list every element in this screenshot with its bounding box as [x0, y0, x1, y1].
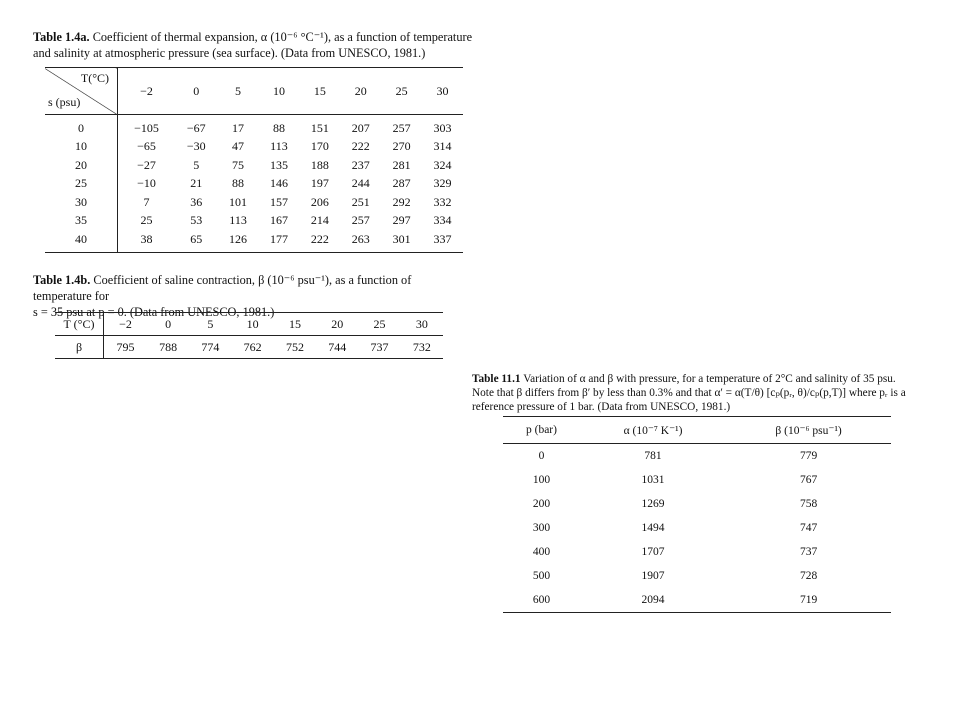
alpha-value-cell: 222: [351, 139, 370, 154]
alpha-value-cell: 188: [310, 157, 329, 172]
alpha-value-cell: 214: [310, 213, 329, 228]
table-row: [45, 175, 463, 194]
alpha-value-cell: 38: [118, 230, 175, 252]
temperature-cell: 30: [401, 313, 443, 336]
alpha-cell: 1031: [641, 474, 665, 486]
alpha-cell: 1494: [641, 522, 665, 534]
column-header: −2: [118, 68, 175, 115]
table-row: [45, 115, 463, 138]
alpha-value-cell: 206: [310, 194, 329, 209]
alpha-value-cell: −105: [134, 120, 159, 135]
alpha-value-cell: 5: [193, 157, 200, 172]
alpha-value-cell: 332: [433, 194, 452, 209]
alpha-cell: 2094: [580, 588, 726, 613]
pressure-cell: 600: [503, 588, 580, 613]
alpha-value-cell: 287: [392, 176, 411, 191]
pressure-cell: 100: [532, 474, 551, 486]
table-row: [503, 444, 891, 469]
temperature-cell: 0: [147, 313, 189, 336]
beta-cell: 752: [274, 336, 316, 359]
alpha-value-cell: 177: [259, 230, 300, 252]
alpha-value-cell: 126: [218, 230, 259, 252]
salinity-row-label: 40: [45, 230, 118, 252]
alpha-value-cell: −67: [186, 120, 206, 135]
beta-row: [55, 336, 443, 359]
alpha-value-cell: 170: [310, 139, 329, 154]
alpha-value-cell: 329: [433, 176, 452, 191]
thermal-expansion-table: [45, 67, 463, 253]
alpha-value-cell: 337: [422, 230, 463, 252]
salinity-row-label: 20: [45, 156, 118, 175]
alpha-cell: 781: [644, 450, 662, 462]
table-1-4b-caption-line1: Coefficient of saline contraction, β (10⁻⁶ psu⁻¹), as a function of temperature for: [33, 273, 412, 303]
saline-contraction-table: [55, 312, 443, 359]
beta-row-label: β: [55, 336, 104, 359]
column-header: 30: [422, 68, 463, 115]
beta-cell: 758: [799, 498, 818, 510]
alpha-value-cell: 88: [272, 120, 285, 135]
table-11-1-caption: [472, 372, 942, 414]
alpha-value-cell: 157: [269, 194, 288, 209]
alpha-value-cell: 101: [229, 194, 248, 209]
table-row: [503, 468, 891, 492]
alpha-value-cell: 25: [140, 213, 153, 228]
beta-cell: 762: [232, 336, 274, 359]
alpha-value-cell: 324: [433, 157, 452, 172]
alpha-cell: 1907: [641, 570, 665, 582]
alpha-value-cell: 303: [433, 120, 452, 135]
beta-cell: 737: [799, 546, 818, 558]
table-row: [45, 230, 463, 252]
table-row: [503, 564, 891, 588]
table-row: [45, 193, 463, 212]
alpha-value-cell: 17: [232, 120, 245, 135]
alpha-value-cell: 270: [392, 139, 411, 154]
alpha-value-cell: 292: [392, 194, 411, 209]
alpha-value-cell: 36: [190, 194, 203, 209]
alpha-cell: 1707: [641, 546, 665, 558]
table-1-4a-caption-line1: Coefficient of thermal expansion, α (10⁻⁶ °C⁻¹), as a function of temperature: [92, 30, 473, 44]
temperature-cell: 20: [316, 313, 358, 336]
table-row: [503, 540, 891, 564]
temperature-axis-label: T(°C): [80, 71, 109, 85]
salinity-row-label: 25: [45, 175, 118, 194]
table-11-1-caption-line1: Variation of α and β with pressure, for a temperature of 2°C and salinity of 35 psu.: [523, 373, 896, 385]
alpha-value-cell: 53: [190, 213, 203, 228]
alpha-value-cell: 113: [270, 139, 288, 154]
alpha-value-cell: 65: [175, 230, 218, 252]
table-row: [503, 516, 891, 540]
alpha-value-cell: 47: [232, 139, 245, 154]
alpha-value-cell: 257: [351, 213, 370, 228]
alpha-value-cell: −27: [137, 157, 156, 172]
pressure-table-body: [503, 444, 891, 613]
temperature-cell: 10: [232, 313, 274, 336]
temperature-cell: 5: [189, 313, 231, 336]
table-row: [45, 212, 463, 231]
beta-cell: 767: [799, 474, 818, 486]
column-header: 0: [175, 68, 218, 115]
temperature-cell: 15: [274, 313, 316, 336]
table-1-4a-caption: [33, 29, 473, 61]
beta-cell: 788: [147, 336, 189, 359]
table-11-1-caption-line2: Note that β differs from β′ by less than 0.3% and that α′ = α(T/θ) [cₚ(pᵣ, θ)/cₚ(p,T)] where pᵣ is a: [472, 387, 906, 399]
pressure-cell: 300: [532, 522, 551, 534]
alpha-value-cell: −65: [137, 139, 156, 154]
salinity-row-label: 35: [45, 212, 118, 231]
beta-cell: 774: [189, 336, 231, 359]
pressure-table-header-row: [503, 417, 891, 444]
pressure-variation-table: [503, 416, 891, 613]
alpha-value-cell: 151: [310, 120, 329, 135]
alpha-value-cell: 244: [351, 176, 370, 191]
thermal-expansion-body: [45, 115, 463, 253]
alpha-value-cell: 257: [392, 120, 411, 135]
beta-cell: 744: [316, 336, 358, 359]
table-11-1-number: Table 11.1: [472, 373, 521, 385]
alpha-column-header: α (10⁻⁷ K⁻¹): [580, 417, 726, 444]
column-header: 20: [340, 68, 381, 115]
table-11-1-caption-line3: reference pressure of 1 bar. (Data from UNESCO, 1981.): [472, 401, 731, 413]
alpha-value-cell: 75: [232, 157, 245, 172]
table-row: [503, 588, 891, 613]
column-header: 10: [259, 68, 300, 115]
salinity-row-label: 30: [45, 193, 118, 212]
beta-cell: 732: [401, 336, 443, 359]
axis-corner-cell: [45, 68, 118, 115]
pressure-cell: 500: [532, 570, 551, 582]
alpha-cell: 1269: [641, 498, 665, 510]
alpha-value-cell: 237: [351, 157, 370, 172]
salinity-axis-label: s (psu): [48, 95, 81, 109]
alpha-value-cell: 297: [392, 213, 411, 228]
alpha-value-cell: 197: [310, 176, 329, 191]
salinity-row-label: 0: [45, 115, 118, 138]
temperature-cell: −2: [104, 313, 147, 336]
alpha-value-cell: 281: [392, 157, 411, 172]
beta-cell: 747: [799, 522, 818, 534]
alpha-value-cell: 7: [143, 194, 150, 209]
pressure-cell: 0: [538, 450, 545, 462]
alpha-value-cell: 334: [433, 213, 452, 228]
beta-cell: 795: [104, 336, 147, 359]
table-row: [503, 492, 891, 516]
alpha-value-cell: 222: [299, 230, 340, 252]
pressure-cell: 400: [532, 546, 551, 558]
alpha-value-cell: 301: [381, 230, 422, 252]
alpha-value-cell: 167: [269, 213, 288, 228]
alpha-value-cell: −10: [137, 176, 156, 191]
pressure-cell: 200: [532, 498, 551, 510]
beta-column-header: β (10⁻⁶ psu⁻¹): [726, 417, 891, 444]
column-header: 5: [218, 68, 259, 115]
alpha-value-cell: 314: [433, 139, 452, 154]
table-1-4a-number: Table 1.4a.: [33, 30, 90, 44]
column-header: 25: [381, 68, 422, 115]
temperature-row-label: T (°C): [55, 313, 104, 336]
alpha-value-cell: 207: [351, 120, 370, 135]
alpha-value-cell: 113: [229, 213, 247, 228]
alpha-value-cell: 263: [340, 230, 381, 252]
alpha-value-cell: 146: [269, 176, 288, 191]
alpha-value-cell: 88: [232, 176, 245, 191]
beta-cell: 728: [799, 570, 818, 582]
table-row: [45, 156, 463, 175]
table-1-4a-caption-line2: and salinity at atmospheric pressure (sea surface). (Data from UNESCO, 1981.): [33, 46, 426, 60]
alpha-value-cell: −30: [186, 139, 206, 154]
temperature-cell: 25: [358, 313, 400, 336]
beta-cell: 719: [726, 588, 891, 613]
column-header: 15: [299, 68, 340, 115]
beta-cell: 737: [358, 336, 400, 359]
beta-cell: 779: [799, 450, 818, 462]
alpha-value-cell: 251: [351, 194, 370, 209]
pressure-column-header: p (bar): [503, 417, 580, 444]
alpha-value-cell: 21: [190, 176, 203, 191]
table-1-4b-caption-line2: s = 35 psu at p = 0. (Data from UNESCO, 1981.): [33, 305, 275, 319]
table-1-4b-number: Table 1.4b.: [33, 273, 91, 287]
salinity-row-label: 10: [45, 138, 118, 157]
alpha-value-cell: 135: [269, 157, 288, 172]
table-row: [45, 138, 463, 157]
temperature-row: [55, 313, 443, 336]
thermal-expansion-header-row: [45, 68, 463, 115]
